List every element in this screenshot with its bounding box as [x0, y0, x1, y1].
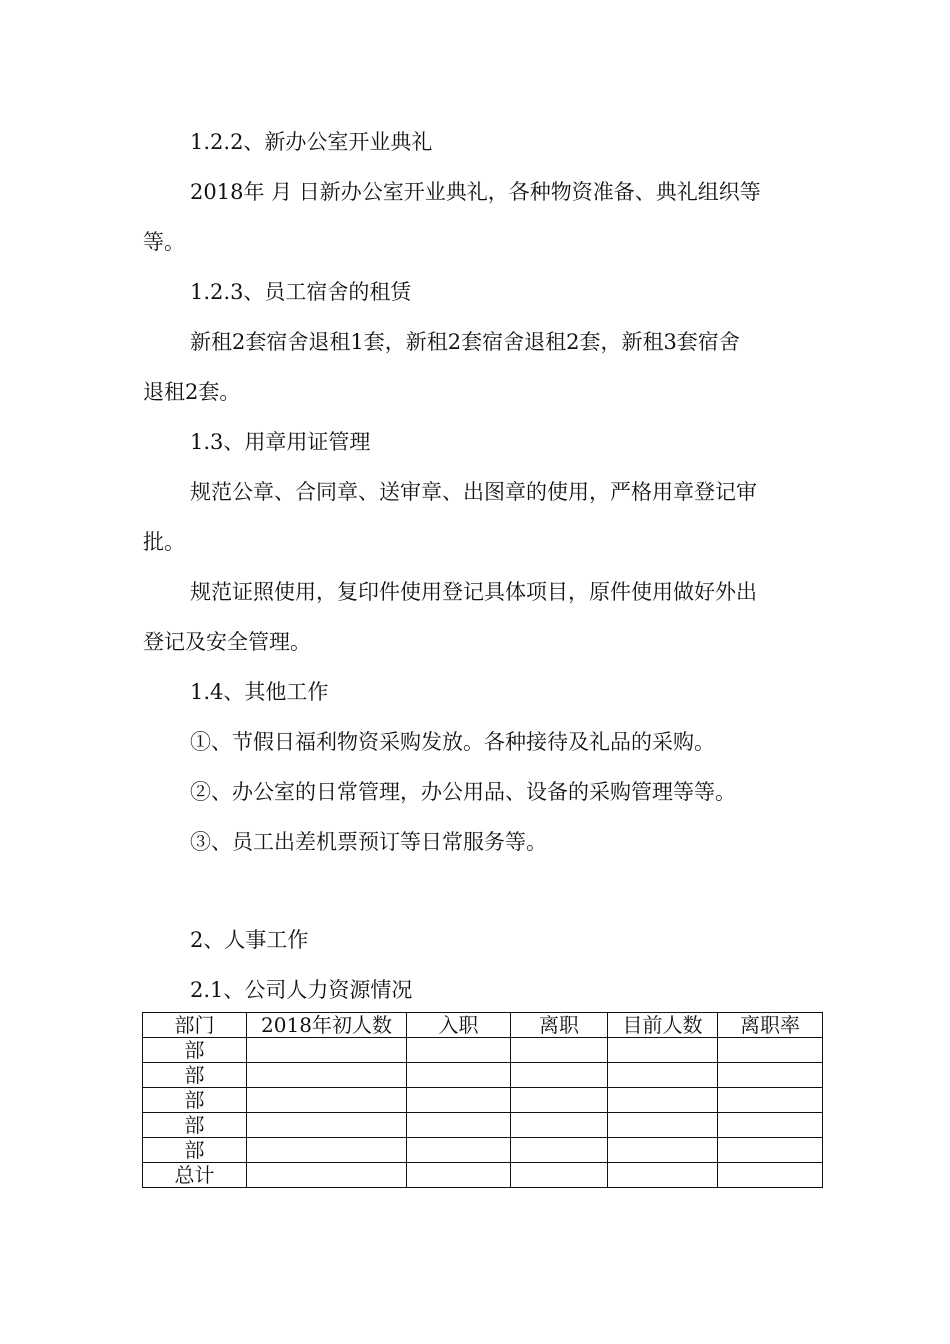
table-cell	[511, 1038, 608, 1063]
heading-2-1: 2.1、公司人力资源情况	[190, 978, 413, 1002]
list-item: ②、办公室的日常管理，办公用品、设备的采购管理等等。	[190, 780, 736, 804]
list-item: ③、员工出差机票预订等日常服务等。	[190, 830, 547, 854]
paragraph-line: 批。	[143, 530, 185, 554]
table-cell	[718, 1088, 823, 1113]
table-header-row	[143, 1013, 823, 1038]
table-cell	[608, 1113, 718, 1138]
row-label: 部	[143, 1138, 247, 1163]
row-label: 部	[143, 1088, 247, 1113]
heading-1-4: 1.4、其他工作	[190, 680, 329, 704]
table-cell	[247, 1063, 407, 1088]
header-current-count: 目前人数	[608, 1013, 718, 1038]
table-row	[143, 1088, 823, 1113]
heading-1-3: 1.3、用章用证管理	[190, 430, 371, 454]
table-cell	[511, 1138, 608, 1163]
table-row	[143, 1113, 823, 1138]
table-cell	[608, 1038, 718, 1063]
list-item: ①、节假日福利物资采购发放。各种接待及礼品的采购。	[190, 730, 715, 754]
header-start-count: 2018年初人数	[247, 1013, 407, 1038]
heading-2: 2、人事工作	[190, 928, 309, 952]
row-label-total: 总计	[143, 1163, 247, 1188]
table-cell	[608, 1138, 718, 1163]
table-cell	[407, 1038, 511, 1063]
table-cell	[718, 1038, 823, 1063]
paragraph-line: 规范证照使用，复印件使用登记具体项目，原件使用做好外出	[190, 580, 757, 604]
table-cell	[608, 1063, 718, 1088]
header-hired: 入职	[407, 1013, 511, 1038]
table-cell	[718, 1063, 823, 1088]
table-cell	[247, 1163, 407, 1188]
table-cell	[407, 1088, 511, 1113]
table-cell	[407, 1063, 511, 1088]
table-row	[143, 1038, 823, 1063]
table-cell	[247, 1088, 407, 1113]
table-row	[143, 1138, 823, 1163]
table-row	[143, 1063, 823, 1088]
table-cell	[718, 1138, 823, 1163]
table-cell	[511, 1163, 608, 1188]
table-cell	[407, 1138, 511, 1163]
table-cell	[511, 1113, 608, 1138]
row-label: 部	[143, 1113, 247, 1138]
paragraph-line: 登记及安全管理。	[143, 630, 311, 654]
table-row-total	[143, 1163, 823, 1188]
header-turnover-rate: 离职率	[718, 1013, 823, 1038]
row-label: 部	[143, 1063, 247, 1088]
row-label: 部	[143, 1038, 247, 1063]
heading-1-2-3: 1.2.3、员工宿舍的租赁	[190, 280, 412, 304]
table-cell	[407, 1113, 511, 1138]
table-cell	[407, 1163, 511, 1188]
paragraph-line: 退租2套。	[143, 380, 241, 404]
table-cell	[608, 1163, 718, 1188]
hr-table	[142, 1012, 823, 1188]
paragraph-line: 新租2套宿舍退租1套，新租2套宿舍退租2套，新租3套宿舍	[190, 330, 740, 354]
paragraph-line: 2018年 月 日新办公室开业典礼，各种物资准备、典礼组织等	[190, 180, 761, 204]
paragraph-line: 等。	[143, 230, 185, 254]
table-cell	[718, 1163, 823, 1188]
header-left: 离职	[511, 1013, 608, 1038]
table-cell	[511, 1063, 608, 1088]
table-cell	[608, 1088, 718, 1113]
table-cell	[247, 1113, 407, 1138]
table-cell	[718, 1113, 823, 1138]
header-department: 部门	[143, 1013, 247, 1038]
table-cell	[247, 1038, 407, 1063]
table-cell	[247, 1138, 407, 1163]
heading-1-2-2: 1.2.2、新办公室开业典礼	[190, 130, 433, 154]
table-cell	[511, 1088, 608, 1113]
paragraph-line: 规范公章、合同章、送审章、出图章的使用，严格用章登记审	[190, 480, 757, 504]
